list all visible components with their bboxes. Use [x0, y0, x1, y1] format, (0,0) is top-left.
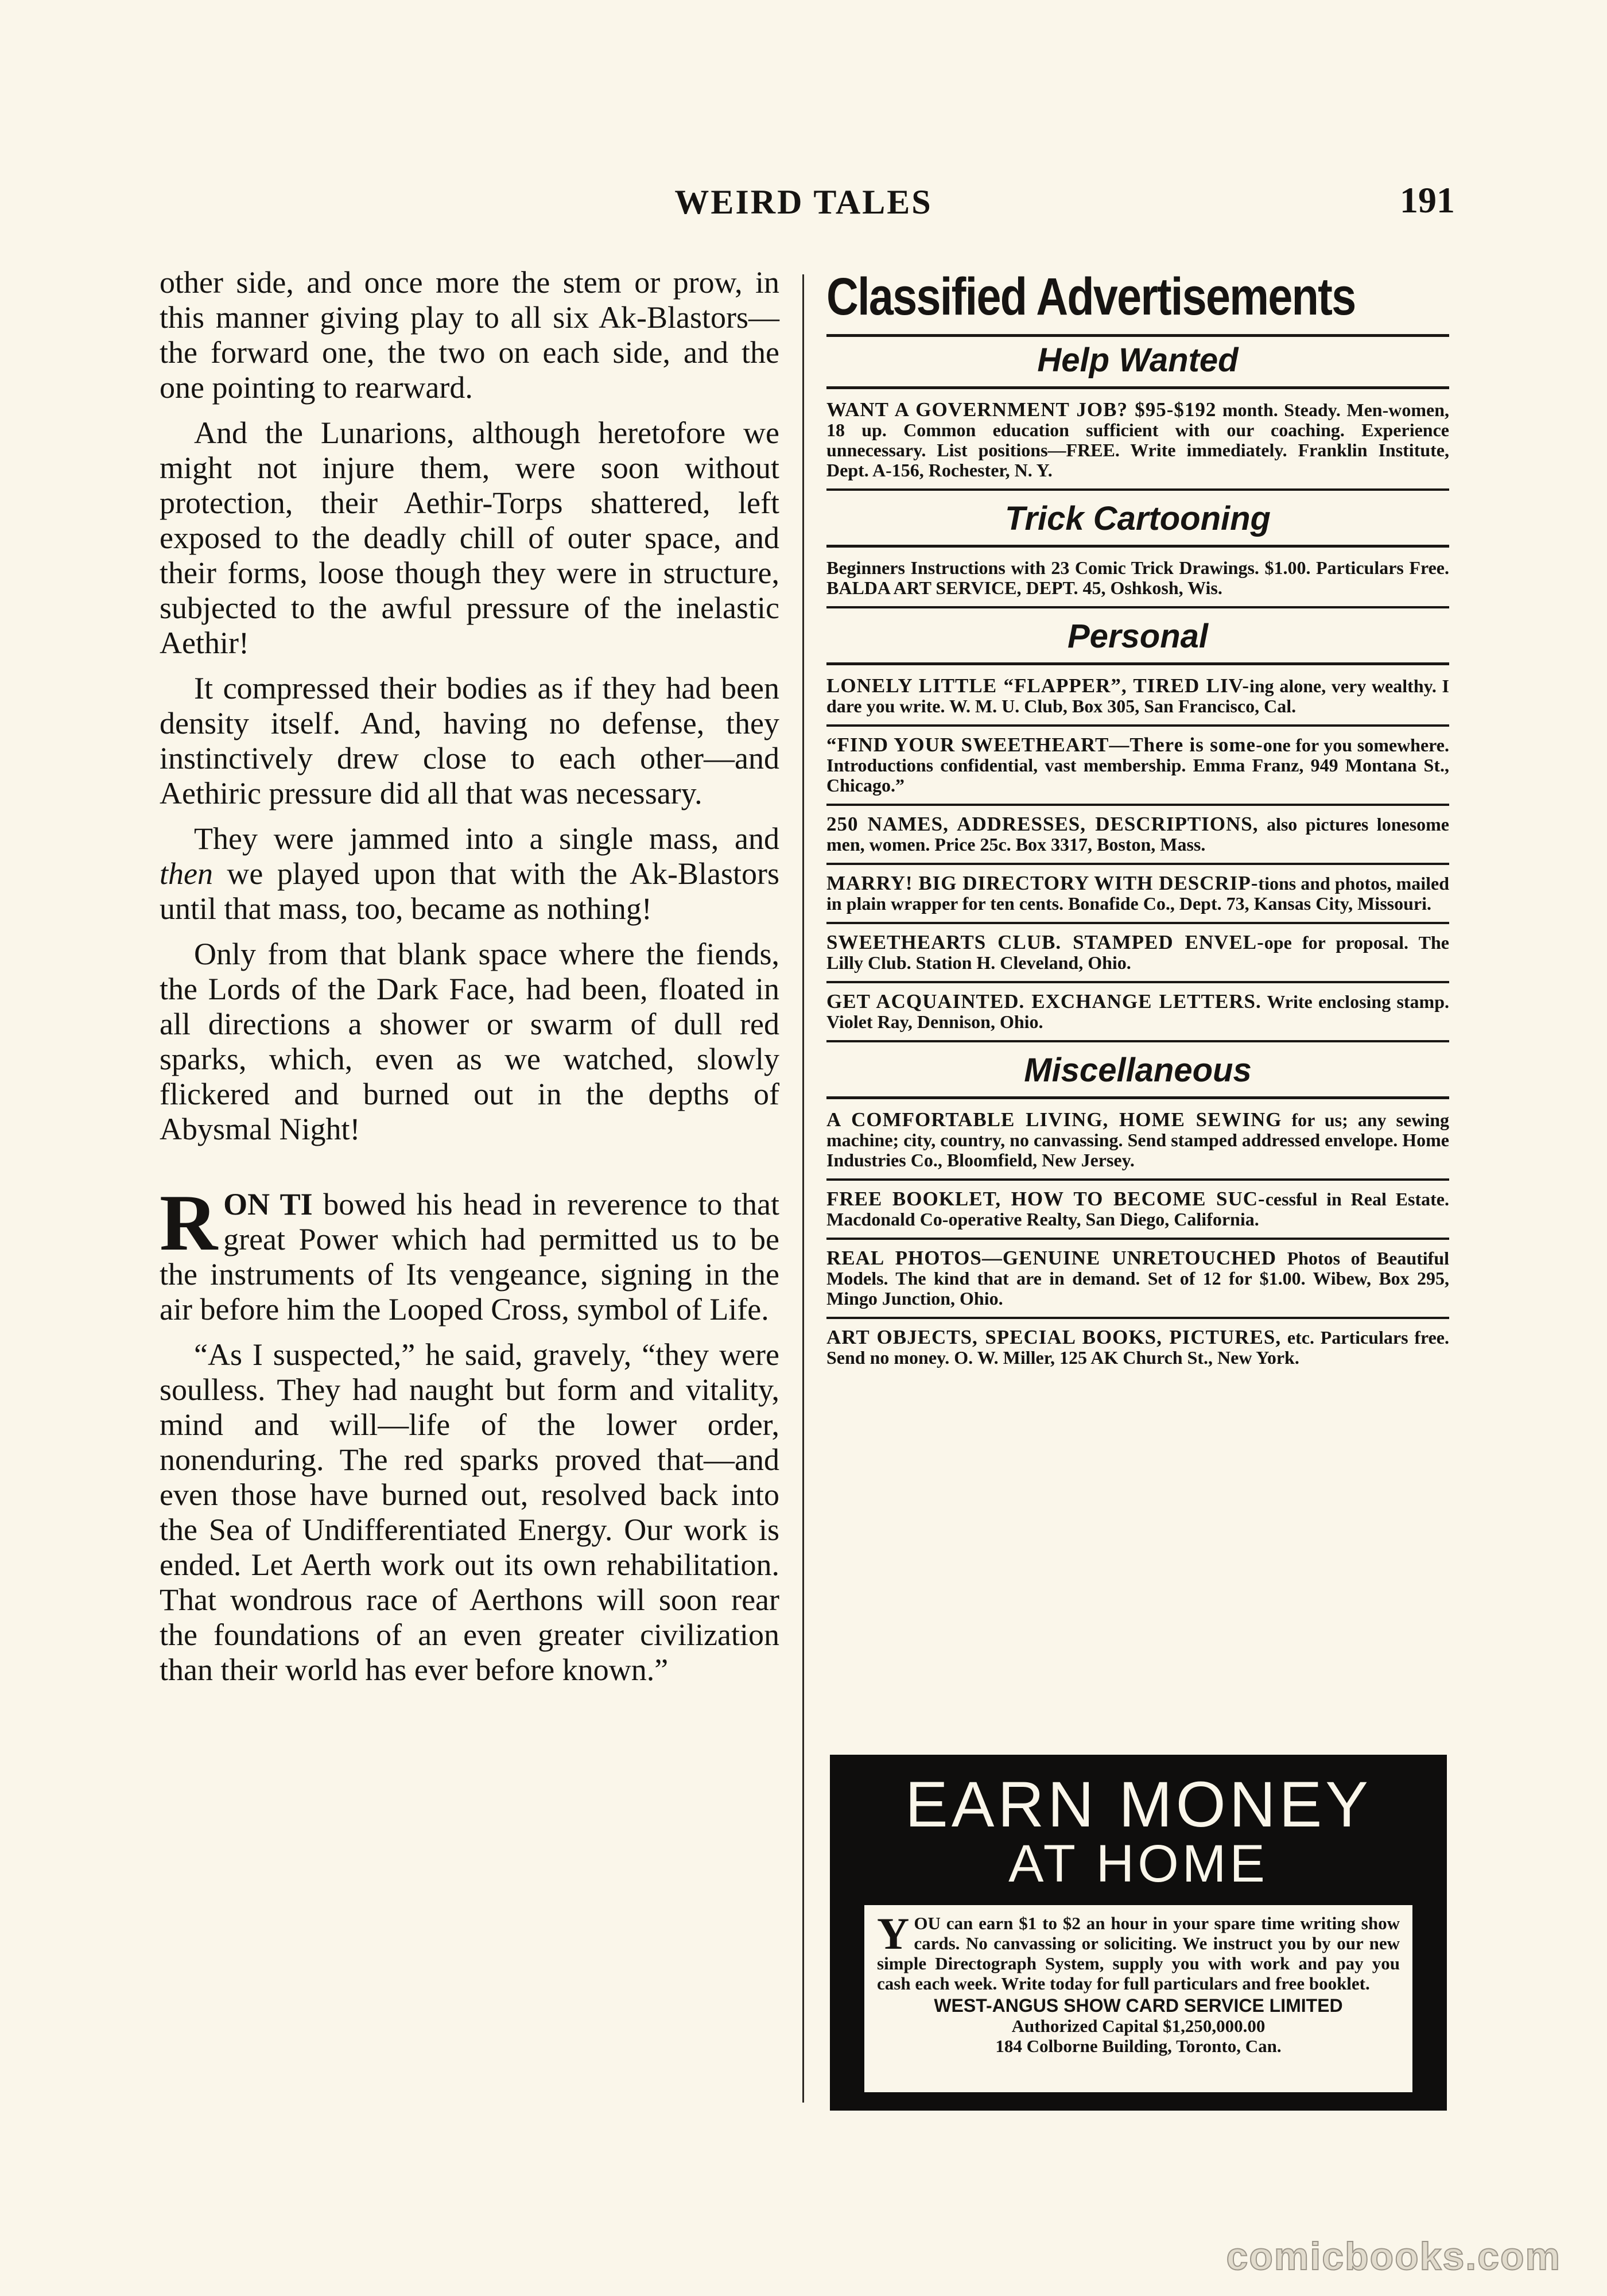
- ad-lead: WANT A GOVERNMENT JOB? $95-$192: [826, 398, 1217, 421]
- earn-money-subheadline: AT HOME: [1008, 1835, 1268, 1893]
- classified-ad: [826, 400, 1449, 491]
- ad-lead: REAL PHOTOS—GENUINE UNRETOUCHED: [826, 1247, 1277, 1269]
- ad-body: Write enclosing stamp. Violet Ray, Dennison, Ohio.: [826, 991, 1449, 1032]
- ad-body: month. Steady. Men-women, 18 up. Common education sufficient with our coaching. Experience unnecessary. List positions—FREE. Write immediately. Franklin Institute, Dept. A-156, Rochester, N. Y.: [826, 400, 1450, 480]
- ad-body: ing alone, very wealthy. I dare you write. W. M. U. Club, Box 305, San Francisco, Cal.: [826, 676, 1449, 716]
- section-rule: [826, 662, 1449, 665]
- story-text: bowed his head in reverence to that great Power which had permitted us to be the instruments of Its vengeance, signing in the air before him the Looped Cross, symbol of Life.: [160, 1187, 779, 1327]
- ad-lead: 250 NAMES, ADDRESSES, DESCRIPTIONS,: [826, 813, 1259, 835]
- ad-lead: “FIND YOUR SWEETHEART—There is some-: [826, 734, 1263, 756]
- earn-copy: OU can earn $1 to $2 an hour in your spare time writing show cards. No canvassing or soliciting. We instruct you by our new simple Directograph System, supply you with work and pay you cash each week. Write today for full particulars and free booklet.: [877, 1913, 1400, 1994]
- section-rule: [826, 334, 1449, 337]
- classified-ad: [826, 1248, 1449, 1319]
- classified-title: Classified Advertisements: [826, 267, 1356, 326]
- story-paragraph: And the Lunarions, although heretofore we might not injure them, were soon without protection, their Aethir-Torps shattered, left exposed to the deadly chill of outer space, and their forms, loose though they were in structure, subjected to the awful pressure of the inelastic Aethir!: [160, 416, 779, 660]
- ad-lead: ART OBJECTS, SPECIAL BOOKS, PICTURES,: [826, 1326, 1282, 1348]
- classified-ad: [826, 1327, 1449, 1376]
- story-column: [160, 265, 779, 1698]
- classified-ad: [826, 932, 1449, 983]
- ad-lead: A COMFORTABLE LIVING, HOME SEWING: [826, 1108, 1282, 1131]
- classified-ad: [826, 735, 1449, 806]
- story-paragraph: Only from that blank space where the fiends, the Lords of the Dark Face, had been, floated in all directions a shower or swarm of dull red sparks, which, even as we watched, slowly flickered and burned out in the depths of Abysmal Night!: [160, 937, 779, 1146]
- column-divider: [802, 274, 804, 2103]
- ad-body: Beginners Instructions with 23 Comic Trick Drawings. $1.00. Particulars Free. BALDA ART SERVICE, DEPT. 45, Oshkosh, Wis.: [826, 557, 1449, 598]
- section-heading-miscellaneous: Miscellaneous: [1024, 1052, 1252, 1089]
- section-rule: [826, 1096, 1449, 1099]
- small-caps-name: ON TI: [223, 1187, 313, 1221]
- section-heading-trick-cartooning: Trick Cartooning: [1005, 500, 1271, 537]
- earn-company: WEST-ANGUS SHOW CARD SERVICE LIMITED: [934, 1995, 1343, 2016]
- ad-body: also pictures lonesome men, women. Price 25c. Box 3317, Boston, Mass.: [826, 814, 1450, 855]
- classified-ad: [826, 873, 1449, 924]
- section-rule: [826, 545, 1449, 548]
- section-start-paragraph: [160, 1178, 779, 1327]
- ad-body: cessful in Real Estate. Macdonald Co-operative Realty, San Diego, California.: [826, 1189, 1449, 1230]
- ad-lead: FREE BOOKLET, HOW TO BECOME SUC-: [826, 1188, 1266, 1210]
- ad-lead: LONELY LITTLE “FLAPPER”, TIRED LIV-: [826, 674, 1249, 697]
- classified-ad: [826, 991, 1449, 1042]
- story-paragraph: [160, 821, 779, 926]
- classified-ad: [826, 814, 1449, 865]
- earn-money-ad: [830, 1755, 1447, 2111]
- classified-ad: [826, 676, 1449, 727]
- section-heading-personal: Personal: [1068, 618, 1208, 655]
- earn-money-headline: EARN MONEY: [905, 1768, 1372, 1840]
- story-paragraph: “As I suspected,” he said, gravely, “they were soulless. They had naught but form and vitality, mind and will—life of the lower order, nonenduring. The red sparks proved that—and even those have burned out, resolved back into the Sea of Undifferentiated Energy. Our work is ended. Let Aerth work out its own rehabilitation. That wondrous race of Aerthons will soon rear the foundations of an even greater civilization than their world has ever before known.”: [160, 1337, 779, 1687]
- earn-money-body: [864, 1905, 1412, 2092]
- page-number: 191: [1400, 180, 1455, 220]
- ad-body: tions and photos, mailed in plain wrapper for ten cents. Bonafide Co., Dept. 73, Kansas City, Missouri.: [826, 873, 1449, 914]
- drop-cap: R: [160, 1178, 218, 1267]
- earn-drop-cap: Y: [877, 1909, 910, 1958]
- earn-address: 184 Colborne Building, Toronto, Can.: [995, 2036, 1282, 2056]
- ad-body: etc. Particulars free. Send no money. O. W. Miller, 125 AK Church St., New York.: [826, 1327, 1450, 1368]
- section-heading-help-wanted: Help Wanted: [1037, 342, 1239, 379]
- classified-ads-column: [826, 265, 1449, 1384]
- ad-body: Photos of Beautiful Models. The kind that are in demand. Set of 12 for $1.00. Wibew, Box 295, Mingo Junction, Ohio.: [826, 1248, 1449, 1309]
- ad-lead: MARRY! BIG DIRECTORY WITH DESCRIP-: [826, 872, 1259, 894]
- watermark: comicbooks.com: [1226, 2235, 1561, 2278]
- section-rule: [826, 386, 1449, 389]
- ad-body: ope for proposal. The Lilly Club. Station H. Cleveland, Ohio.: [826, 932, 1449, 973]
- running-title: WEIRD TALES: [674, 183, 933, 221]
- story-paragraph: other side, and once more the stem or prow, in this manner giving play to all six Ak-Blastors—the forward one, the two on each side, and the one pointing to rearward.: [160, 265, 779, 405]
- ad-body: for us; any sewing machine; city, country, no canvassing. Send stamped addressed envelope. Home Industries Co., Bloomfield, New Jersey.: [826, 1110, 1449, 1170]
- story-emphasis: then: [160, 856, 213, 891]
- classified-ad: [826, 558, 1449, 608]
- classified-ad: [826, 1189, 1449, 1240]
- story-text: They were jammed into a single mass, and: [194, 821, 779, 856]
- classified-ad: [826, 1110, 1449, 1181]
- story-text: we played upon that with the Ak-Blastors until that mass, too, became as nothing!: [160, 856, 779, 926]
- ad-body: one for you somewhere. Introductions confidential, vast membership. Emma Franz, 949 Montana St., Chicago.”: [826, 735, 1450, 796]
- story-paragraph: It compressed their bodies as if they had been density itself. And, having no defense, they instinctively drew close to each other—and Aethiric pressure did all that was necessary.: [160, 671, 779, 810]
- ad-lead: GET ACQUAINTED. EXCHANGE LETTERS.: [826, 990, 1261, 1013]
- earn-capital: Authorized Capital $1,250,000.00: [1011, 2016, 1266, 2036]
- ad-lead: SWEETHEARTS CLUB. STAMPED ENVEL-: [826, 931, 1264, 953]
